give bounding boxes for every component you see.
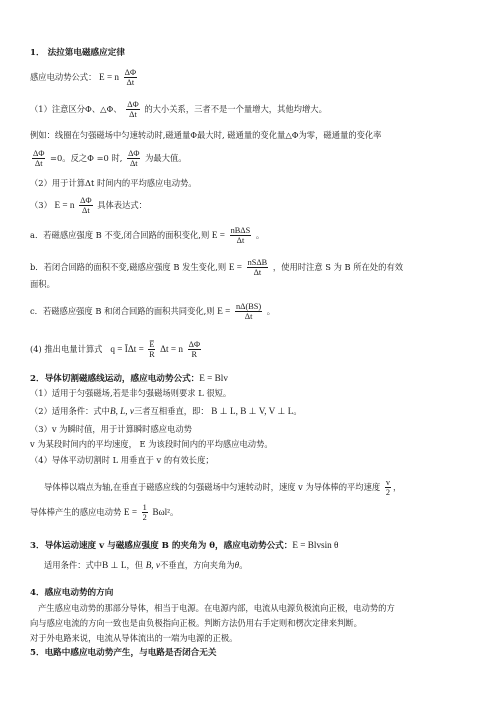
note-2: （2）用于计算Δt 时间内的平均感应电动势。	[30, 178, 197, 188]
s4-para-1: 产生感应电动势的那部分导体，相当于电源。在电源内部，电流从电源负极流向正极，电动势的方	[38, 603, 395, 613]
s2-line-3b: v 为某段时间内的平均速度， E 为该段时间内的平均感应电动势。	[30, 439, 273, 449]
s2-line-5: 导体棒以端点为轴,在垂直于磁感应线的匀强磁场中匀速转动时，速度 v 为导体棒的平均速度 $\frac{v}{2}$ ，	[44, 478, 402, 497]
section-3-title: 3．导体运动速度 v 与磁感应强度 B 的夹角为 θ，感应电动势公式：E = Blvsin θ	[30, 540, 339, 551]
fraction-dphi-dt: $\frac{\Delta\Phi}{\Delta t}$	[127, 100, 139, 119]
fraction-case-b: $\frac{\text{nSΔB}}{\Delta t}$	[247, 258, 268, 277]
formula-line	[30, 68, 139, 87]
section-2-title: 2．导体切割磁感线运动，感应电动势公式：E = Blv	[30, 373, 228, 384]
note-3: （3） E = n $\frac{\Delta\Phi}{\Delta t}$ 具体表达式：	[30, 196, 147, 215]
fraction-dphi-r: $\frac{\Delta\Phi}{R}$	[188, 340, 201, 359]
case-c: c．若磁感应强度 B 和闭合回路的面积共同变化,则 E = $\frac{n\Delta(BS)}{\Delta t}$ 。	[30, 302, 276, 321]
note-1: （1）注意区分Φ、△Φ、 $\frac{\Delta\Phi}{\Delta t}$ 的大小关系，三者不是一个量增大，其他均增大。	[30, 100, 327, 119]
fraction-dphi-dt: $\frac{\Delta\Phi}{\Delta t}$	[128, 149, 140, 168]
section-5-title: 5．电路中感应电动势产生，与电路是否闭合无关	[30, 648, 217, 658]
formula-lhs: E = n	[99, 72, 120, 82]
fraction-dphi-dt: $\frac{\Delta\Phi}{\Delta t}$	[124, 68, 137, 87]
fraction-e-r: $\frac{E̅}{R}$	[149, 340, 155, 359]
example-line: 例如：线圈在匀强磁场中匀速转动时,磁通量Φ最大时, 磁通量的变化量△Φ为零，磁通量的变化率	[30, 130, 382, 140]
fraction-dphi-dt: $\frac{\Delta\Phi}{\Delta t}$	[80, 196, 92, 215]
case-b: b．若闭合回路的面积不变,磁感应强度 B 发生变化,则 E = $\frac{\text{nSΔB}}{\Delta t}$ ，使用时注意 S 为 B 所在处的有效	[30, 258, 404, 277]
case-b-cont: 面积。	[30, 279, 55, 289]
section-1-title: 1． 法拉第电磁感应定律	[30, 48, 125, 58]
s2-line-4: （4）导体平动切割时 L 用垂直于 v 的有效长度；	[30, 455, 214, 465]
charge-formula: (4) 推出电量计算式 q = ĪΔt = $\frac{E̅}{R}$ Δt = n $\frac{\Delta\Phi}{R}$	[30, 340, 201, 359]
formula-lead: 感应电动势公式：	[30, 72, 97, 82]
fraction-case-c: $\frac{n\Delta(BS)}{\Delta t}$	[235, 302, 262, 321]
s4-para-3: 对于外电路来说，电流从导体流出的一端为电源的正极。	[30, 633, 238, 643]
s2-line-1: （1）适用于匀强磁场,若是非匀强磁场则要求 L 很短。	[30, 388, 232, 398]
fraction-case-a: $\frac{\text{nBΔS}}{\Delta t}$	[230, 226, 251, 245]
s4-para-2: 向与感应电流的方向一致也是由负极指向正极。判断方法仍用右手定则和楞次定律来判断。	[30, 618, 362, 628]
example-line-2: $\frac{\Delta\Phi}{\Delta t}$ =0。反之Φ =0 时, $\frac{\Delta\Phi}{\Delta t}$ 为最大值。	[33, 149, 187, 168]
s2-line-2: （2）适用条件：式中B, L, v三者互相垂直，即： B ⊥ L, B ⊥ V, V ⊥ L。	[30, 406, 302, 416]
section-4-title: 4．感应电动势的方向	[30, 588, 114, 598]
fraction-v-2: $\frac{v}{2}$	[385, 478, 390, 497]
s2-line-3: （3）v 为瞬时值，用于计算瞬时感应电动势	[30, 424, 192, 434]
fraction-dphi-dt: $\frac{\Delta\Phi}{\Delta t}$	[33, 149, 45, 168]
case-a: a．若磁感应强度 B 不变,闭合回路的面积变化,则 E = $\frac{\text{nBΔS}}{\Delta t}$ 。	[30, 226, 265, 245]
s2-line-6: 导体棒产生的感应电动势 E = $\frac{1}{2}$ Bωl²。	[30, 503, 179, 522]
s3-line-1: 适用条件：式中B ⊥ L，但 B, v不垂直，方向夹角为θ。	[44, 560, 248, 570]
fraction-half: $\frac{1}{2}$	[142, 503, 147, 522]
